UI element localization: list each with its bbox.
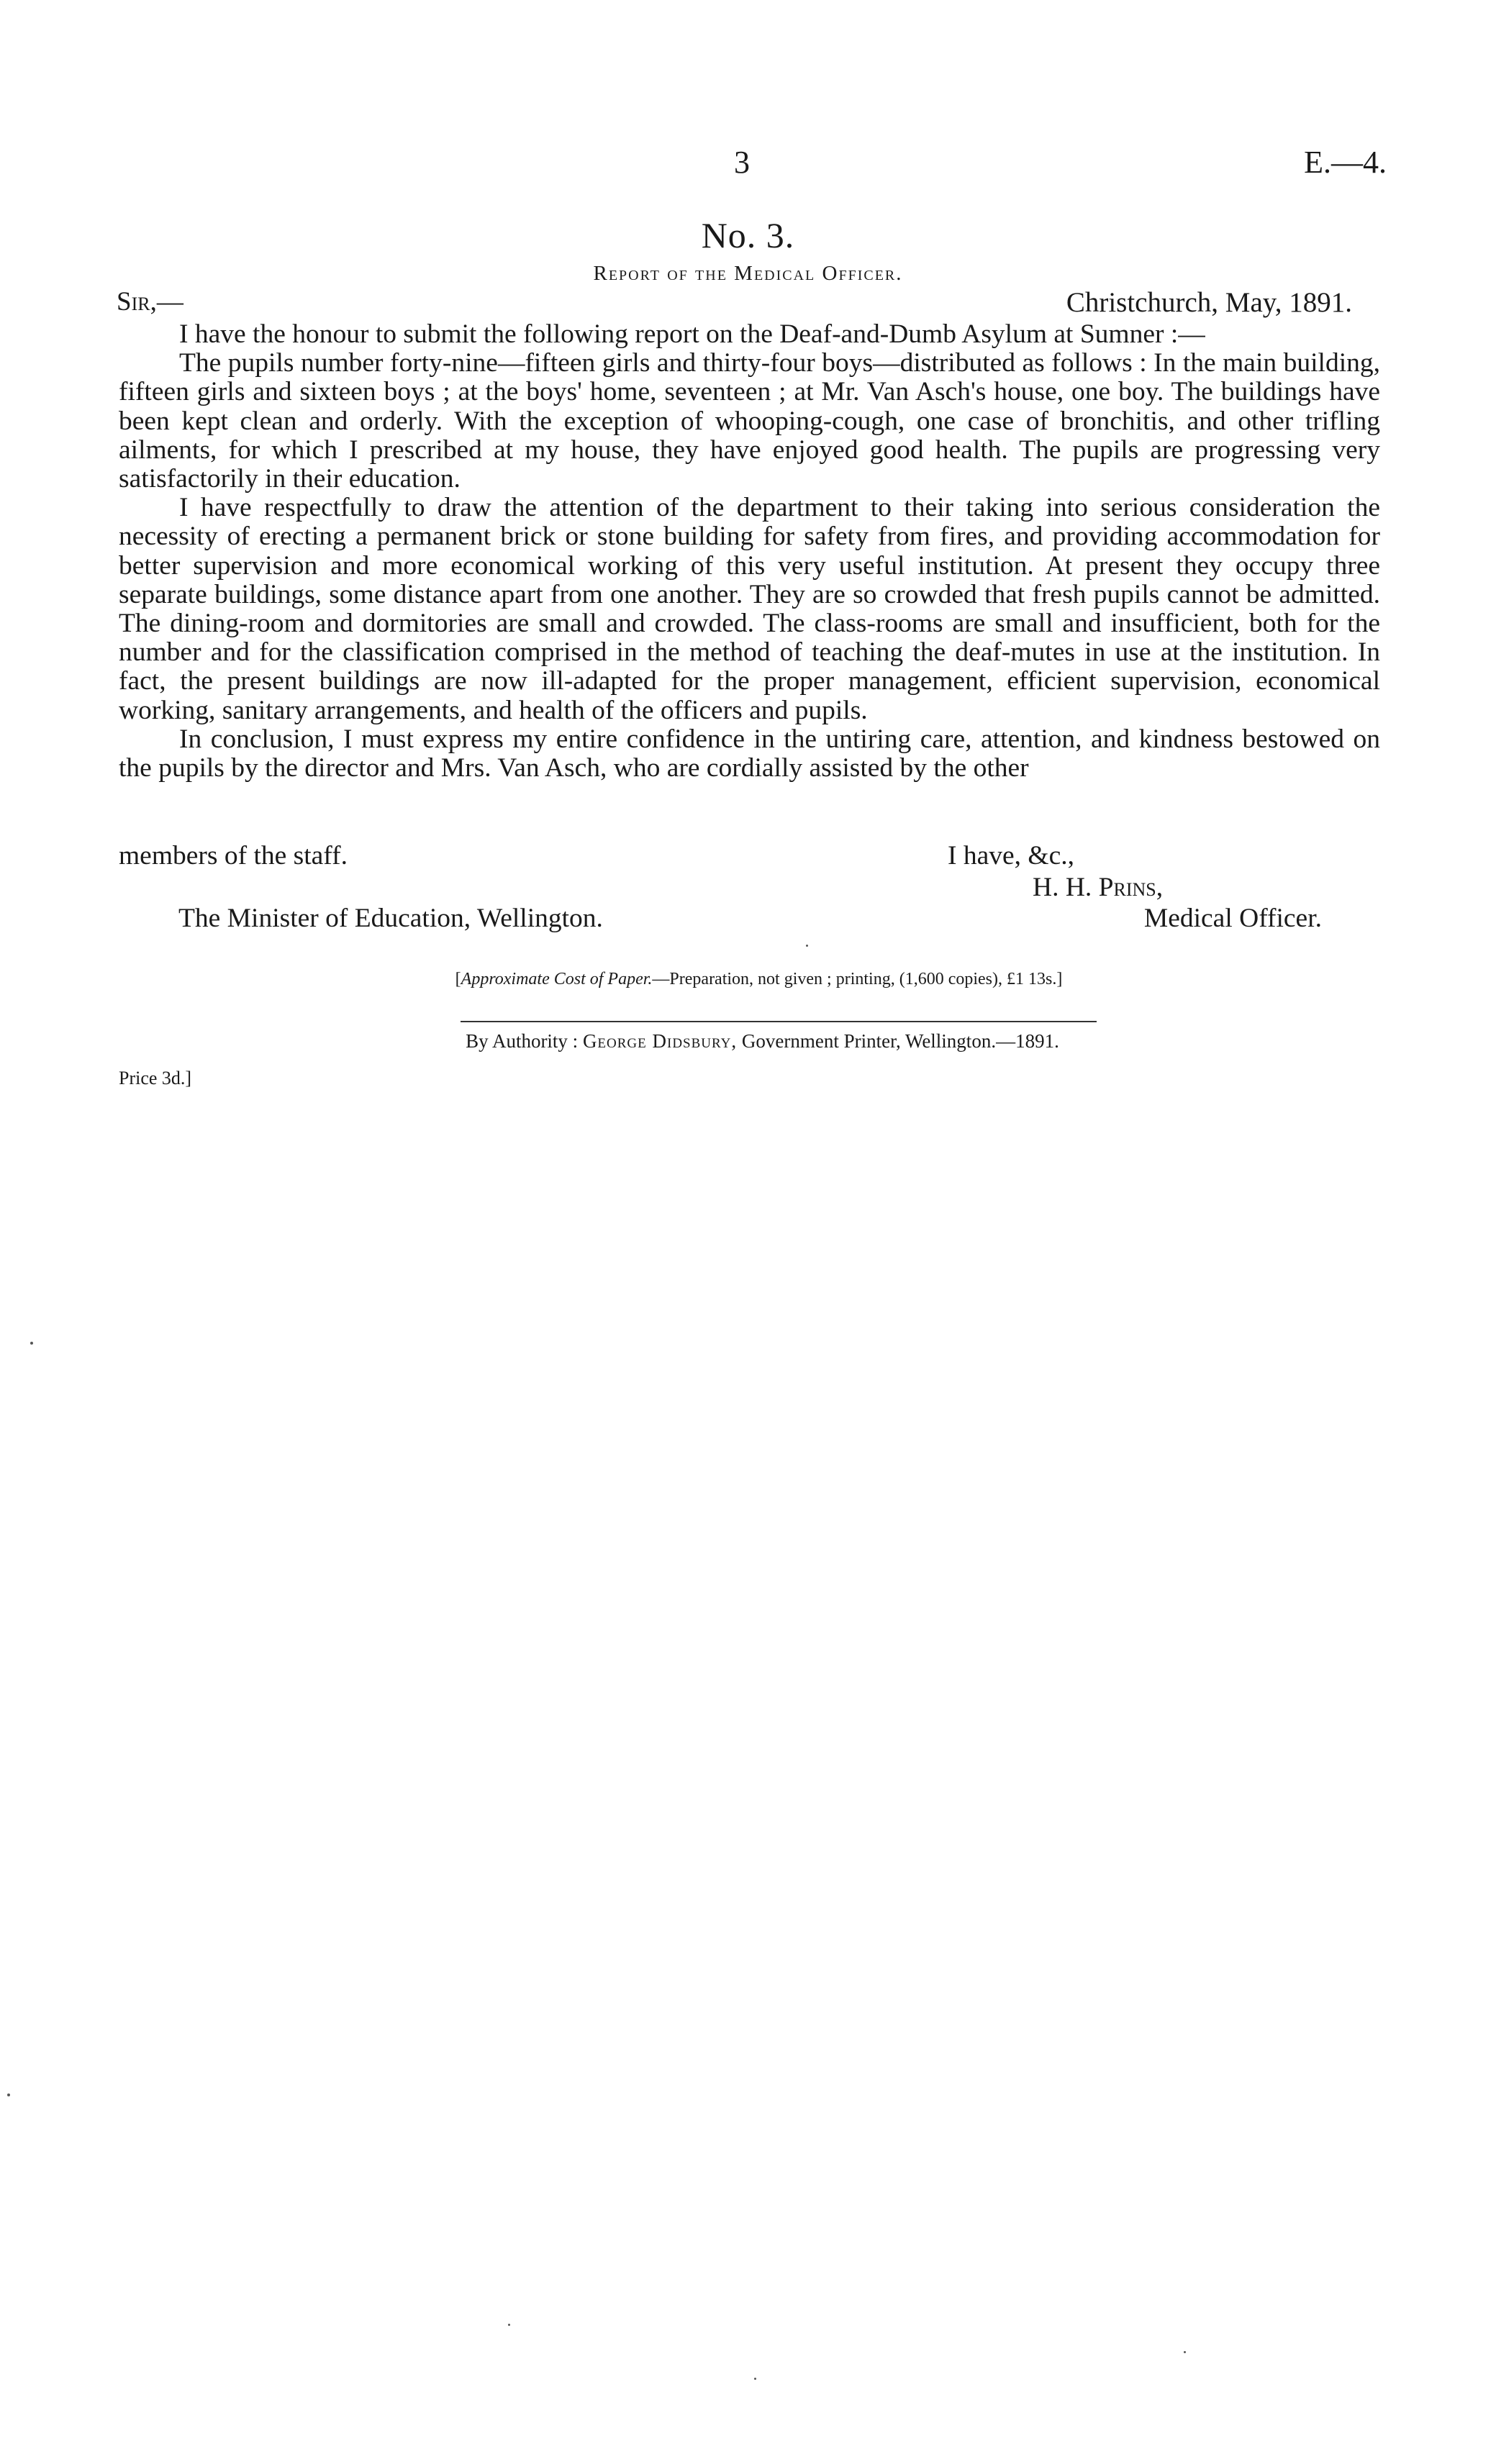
closing-last-line: members of the staff. bbox=[119, 841, 348, 870]
valediction: I have, &c., bbox=[948, 841, 1074, 870]
scan-speck bbox=[7, 2094, 10, 2096]
report-subtitle: Report of the Medical Officer. bbox=[593, 262, 903, 285]
signature-surname: Prins, bbox=[1098, 873, 1164, 902]
addressee: The Minister of Education, Wellington. bbox=[178, 904, 603, 933]
scan-speck bbox=[754, 2378, 756, 2380]
place-date: Christchurch, May, 1891. bbox=[1066, 287, 1352, 318]
scan-speck bbox=[1184, 2351, 1186, 2353]
report-number-title: No. 3. bbox=[701, 215, 795, 255]
report-body bbox=[119, 320, 1380, 783]
cost-note bbox=[0, 970, 1496, 989]
cost-note-label: Approximate Cost of Paper. bbox=[461, 970, 653, 988]
salutation: Sir,— bbox=[117, 287, 183, 317]
signature-initials: H. H. bbox=[1033, 873, 1092, 902]
price: Price 3d.] bbox=[119, 1068, 192, 1088]
document-reference: E.—4. bbox=[1304, 145, 1387, 180]
scan-speck bbox=[806, 945, 808, 947]
cost-note-bracket: [ bbox=[455, 970, 461, 988]
paragraph-pupils: The pupils number forty-nine—fifteen girls and thirty-four boys—distributed as follows : In the main building, fifteen girls and sixteen boys ; at the boys' home, seventeen ; at Mr. Van Asch's house, one boy. The buildings have been kept clean and orderly. With the exception of whooping-cough, one case of bronchitis, and other trifling ailments, for which I prescribed at my house, they have enjoyed good health. The pupils are progressing very satisfactorily in their education. bbox=[119, 348, 1380, 494]
printer-line bbox=[0, 1030, 1496, 1053]
printer-name: George Didsbury, bbox=[582, 1030, 738, 1052]
signature-name bbox=[1033, 872, 1163, 903]
printer-suffix: Government Printer, Wellington.—1891. bbox=[741, 1030, 1059, 1052]
scan-speck bbox=[30, 1342, 33, 1345]
scan-speck bbox=[508, 2324, 510, 2326]
paragraph-intro: I have the honour to submit the following report on the Deaf-and-Dumb Asylum at Sumner :— bbox=[179, 319, 1205, 349]
divider-rule bbox=[461, 1021, 1097, 1022]
signature-title: Medical Officer. bbox=[1143, 904, 1322, 933]
paragraph-conclusion: In conclusion, I must express my entire confidence in the untiring care, attention, and kindness bestowed on the pupils by the director and Mrs. Van Asch, who are cordially assisted by the other bbox=[119, 724, 1380, 783]
printer-prefix: By Authority : bbox=[466, 1030, 579, 1052]
cost-note-text: —Preparation, not given ; printing, (1,600 copies), £1 13s.] bbox=[652, 970, 1063, 988]
paragraph-buildings: I have respectfully to draw the attention of the department to their taking into serious consideration the necessity of erecting a permanent brick or stone building for safety from fires, and providing accommodation for better supervision and more economical working of this very useful institution. At present they occupy three separate buildings, some distance apart from one another. They are so crowded that fresh pupils cannot be admitted. The dining-room and dormitories are small and crowded. The class-rooms are small and insufficient, both for the number and for the classification comprised in the method of teaching the deaf-mutes in use at the institution. In fact, the present buildings are now ill-adapted for the proper management, efficient supervision, economical working, sanitary arrangements, and health of the officers and pupils. bbox=[119, 493, 1380, 725]
page-number: 3 bbox=[734, 145, 750, 180]
